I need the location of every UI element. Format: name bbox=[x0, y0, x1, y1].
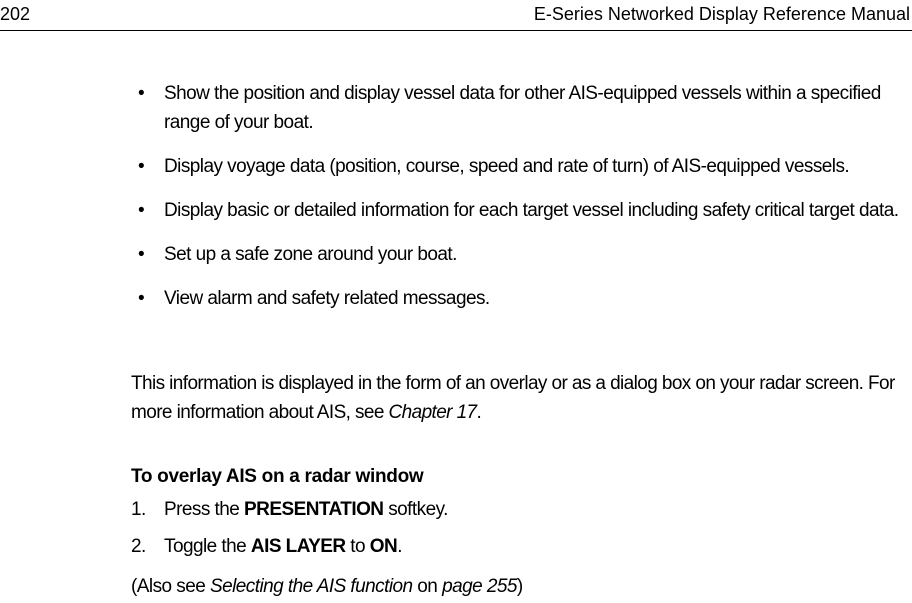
step-text-mid: to bbox=[345, 536, 370, 557]
bullet-icon: • bbox=[137, 156, 145, 177]
paragraph-text: This information is displayed in the form of an overlay or as a dialog box on your radar screen. For more information about AIS, see bbox=[131, 373, 895, 423]
step-item bbox=[131, 532, 448, 561]
softkey-name: PRESENTATION bbox=[244, 499, 384, 520]
step-text-post: . bbox=[397, 536, 402, 557]
feature-list bbox=[131, 79, 911, 328]
cross-reference-note bbox=[131, 572, 523, 601]
bullet-icon: • bbox=[137, 288, 145, 309]
page-number: 202 bbox=[0, 4, 31, 24]
page-header bbox=[0, 0, 912, 31]
page-link[interactable]: page 255 bbox=[442, 576, 517, 597]
bullet-icon: • bbox=[137, 244, 145, 265]
step-text-pre: Toggle the bbox=[164, 536, 251, 557]
setting-value: ON bbox=[369, 536, 398, 557]
step-text-pre: Press the bbox=[164, 499, 245, 520]
softkey-name: AIS LAYER bbox=[250, 536, 346, 557]
step-number: 1. bbox=[131, 499, 146, 520]
procedure-heading: To overlay AIS on a radar window bbox=[131, 466, 424, 487]
procedure-steps bbox=[131, 495, 448, 569]
list-item bbox=[131, 240, 911, 269]
list-item-text: Display basic or detailed information for each target vessel including safety critical target data. bbox=[164, 200, 899, 221]
step-item bbox=[131, 495, 448, 524]
list-item-text: View alarm and safety related messages. bbox=[164, 288, 490, 309]
body-paragraph bbox=[131, 369, 911, 427]
list-item bbox=[131, 79, 911, 137]
section-link[interactable]: Selecting the AIS function bbox=[209, 576, 413, 597]
list-item-text: Set up a safe zone around your boat. bbox=[164, 244, 457, 265]
paragraph-end: . bbox=[476, 402, 482, 423]
chapter-link[interactable]: Chapter 17 bbox=[388, 402, 477, 423]
list-item bbox=[131, 284, 911, 313]
note-open: (Also see bbox=[131, 576, 210, 597]
step-text-post: softkey. bbox=[383, 499, 448, 520]
list-item bbox=[131, 196, 911, 225]
list-item-text: Display voyage data (position, course, speed and rate of turn) of AIS-equipped vessels. bbox=[164, 156, 850, 177]
bullet-icon: • bbox=[137, 83, 145, 104]
list-item bbox=[131, 152, 911, 181]
bullet-icon: • bbox=[137, 200, 145, 221]
list-item-text: Show the position and display vessel data for other AIS-equipped vessels within a specified range of your boat. bbox=[164, 83, 881, 133]
note-mid: on bbox=[412, 576, 443, 597]
step-number: 2. bbox=[131, 536, 146, 557]
note-close: ) bbox=[516, 576, 523, 597]
running-title: E-Series Networked Display Reference Manual bbox=[533, 4, 910, 24]
